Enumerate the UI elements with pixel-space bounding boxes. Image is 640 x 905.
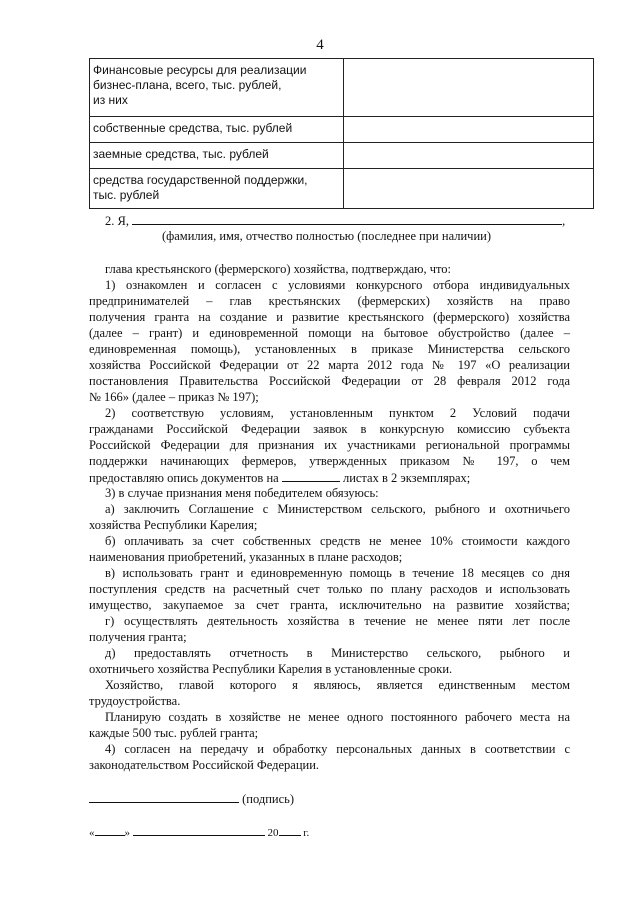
table-cell-line: Финансовые ресурсы для реализации [93,63,307,77]
paragraph-line: Хозяйство, главой которого я являюсь, является единственным местом [105,678,570,692]
year-suffix: г. [303,827,310,839]
table-row [90,143,594,169]
paragraph-line: Российской Федерации для признания их участниками региональной программы [89,438,570,452]
paragraph-line: предпринимателей – глав крестьянских (фермерских) хозяйств на право [89,294,570,308]
signature-line [89,791,294,807]
paragraph-line: а) заключить Соглашение с Министерством сельского, рыбного и охотничьего [105,502,570,516]
paragraph-line: постановления Правительства Российской Федерации от 28 февраля 2012 года [89,374,570,388]
table-cell-label: заемные средства, тыс. рублей [90,143,344,169]
signature-caption: (подпись) [242,792,295,806]
full-name-caption: (фамилия, имя, отчество полностью (последнее при наличии) [162,229,491,243]
paragraph-line: 4) согласен на передачу и обработку персональных данных в соответствии с [105,742,570,756]
paragraph-line: 1) ознакомлен и согласен с условиями конкурсного отбора индивидуальных [105,278,570,292]
paragraph-line: получения гранта; [89,630,187,644]
inventory-line [89,470,470,486]
table-cell-line: из них [93,93,128,107]
year-blank [279,826,301,836]
paragraph-line: хозяйства Российской Федерации от 22 марта 2012 года № 197 «О реализации [89,358,570,372]
inventory-suffix: листах в 2 экземплярах; [339,471,471,485]
year-prefix: 20 [267,827,279,839]
paragraph-line: получения гранта на создание и развитие крестьянского (фермерского) хозяйства [89,310,570,324]
paragraph-line: трудоустройства. [89,694,181,708]
table-cell-value [344,169,594,209]
paragraph-line: б) оплачивать за счет собственных средств не менее 10% стоимости каждого [105,534,570,548]
table-cell-value [344,117,594,143]
page-number: 4 [316,37,324,53]
paragraph-line: д) предоставлять отчетность в Министерство сельского, рыбного и [105,646,570,660]
table-row [90,117,594,143]
paragraph-line: единовременная помощь), установленных в приказе Министерства сельского [89,342,570,356]
table-cell-value [344,59,594,117]
paragraph-line: имущество, закупаемое за счет гранта, исключительно на развитие хозяйства; [89,598,570,612]
table-cell-value [344,143,594,169]
date-open-quote: « [89,827,95,839]
paragraph-line: охотничьего хозяйства Республики Карелия в установленные сроки. [89,662,453,676]
table-cell-line: бизнес-плана, всего, тыс. рублей, [93,78,282,92]
month-blank [133,826,265,836]
declarant-name-line [105,213,565,229]
paragraph-line: Планирую создать в хозяйстве не менее одного постоянного рабочего места на [105,710,570,724]
date-line [89,826,309,841]
day-blank [95,826,125,836]
paragraph-line: законодательством Российской Федерации. [89,758,320,772]
table-row [90,59,594,117]
paragraph-line: г) осуществлять деятельность хозяйства в течение не менее пяти лет после [105,614,570,628]
paragraph-line: поступления средств на расчетный счет только по плану расходов и использовать [89,582,570,596]
paragraph-line: в) использовать грант и единовременную помощь в течение 18 месяцев со дня [105,566,570,580]
table-row [90,169,594,209]
item2-prefix: 2. Я, [105,214,133,228]
table-cell-label [90,169,344,209]
full-name-blank [132,213,562,225]
table-cell-label [90,59,344,117]
paragraph-line: № 166» (далее – приказ № 197); [89,390,259,404]
paragraph-line: 3) в случае признания меня победителем обязуюсь: [105,486,379,500]
inventory-prefix: предоставляю опись документов на [89,471,282,485]
table-cell-line: средства государственной поддержки, [93,173,308,187]
paragraph-line: каждые 500 тыс. рублей гранта; [89,726,259,740]
date-close-quote: » [124,827,130,839]
paragraph-line: поддержки начинающих фермеров, утвержденных приказом № 197, о чем [89,454,570,468]
finance-table [89,58,594,209]
paragraph-line: (далее – грант) и единовременной помощи на бытовое обустройство (далее – [89,326,570,340]
sheet-count-blank [282,470,340,482]
paragraph-line: наименования приобретений, указанных в плане расходов; [89,550,403,564]
signature-blank [89,791,239,803]
paragraph-line: 2) соответствую условиям, установленным пунктом 2 Условий подачи [105,406,570,420]
item2-suffix: , [562,214,566,228]
paragraph-line: хозяйства Республики Карелия; [89,518,258,532]
paragraph-line: гражданами Российской Федерации заявок в конкурсную комиссию субъекта [89,422,570,436]
table-cell-label: собственные средства, тыс. рублей [90,117,344,143]
table-cell-line: тыс. рублей [93,188,160,202]
paragraph-line: глава крестьянского (фермерского) хозяйства, подтверждаю, что: [105,262,452,276]
